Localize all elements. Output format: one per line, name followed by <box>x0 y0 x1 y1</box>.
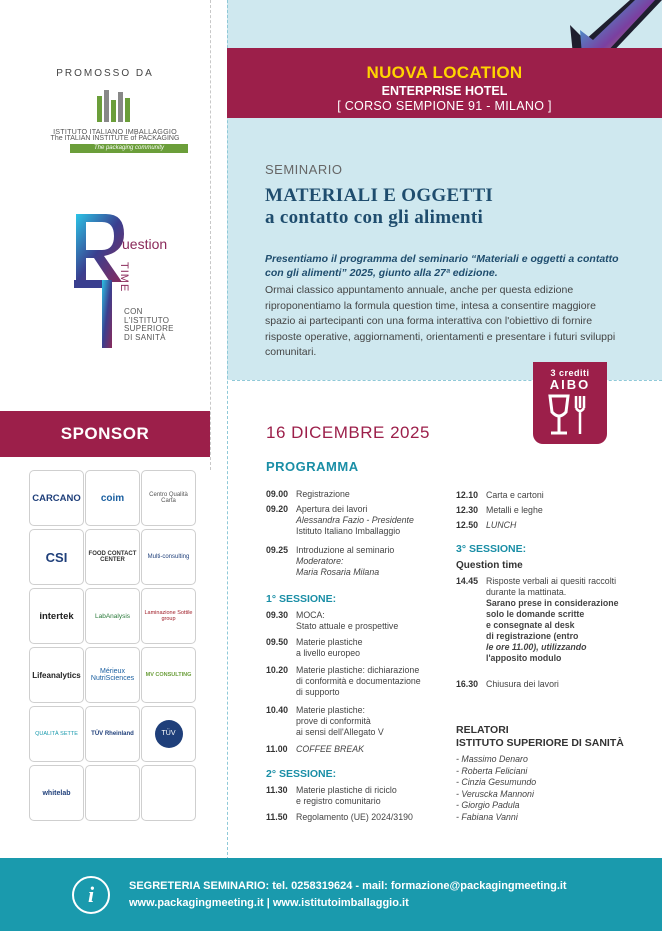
program-desc: Chiusura dei lavori <box>486 679 559 689</box>
program-time: 11.50 <box>266 812 288 822</box>
program-desc: COFFEE BREAK <box>296 744 364 754</box>
seminar-label: SEMINARIO <box>265 162 343 177</box>
program-desc: Apertura dei lavori Alessandra Fazio - Presidente Istituto Italiano Imballaggio <box>296 504 414 536</box>
session-subtitle: Question time <box>456 560 523 571</box>
sponsor-logo-qualitasette: QUALITÀ SETTE <box>29 706 84 762</box>
program-desc: Materie plastiche: prove di conformità ai sensi dell'Allegato V <box>296 705 384 737</box>
promoter-name-en: The ITALIAN INSTITUTE of PACKAGING <box>50 135 180 142</box>
new-location-banner <box>227 48 662 118</box>
program-desc: Risposte verbali ai quesiti raccolti durante la mattinata. Sarano prese in considerazione solo le domande scritte e consegnate al desk di registrazione (entro le ore 11.00), utilizzando l'apposito modulo <box>486 576 619 663</box>
sponsor-logo-coim: coim <box>85 470 140 526</box>
sponsor-logo-labanalysis: LabAnalysis <box>85 588 140 644</box>
question-word: uestion <box>122 236 168 252</box>
sponsor-logo-mvconsulting: MV CONSULTING <box>141 647 196 703</box>
seminar-intro: Ormai classico appuntamento annuale, anche per questa edizione riproponentiamo la formula question time, intesa a consentire maggiore spazio ai partecipanti con una forma interattiva con l'obiettivo di fornire risposte operative, aggiornamenti, orientamenti e presentare i futuri sviluppi comunitari. <box>265 284 616 358</box>
with-line: CON <box>124 307 143 316</box>
program-time: 10.40 <box>266 705 289 715</box>
program-desc: Materie plastiche di riciclo e registro comunitario <box>296 785 397 806</box>
sponsor-logo-csi: CSI <box>29 529 84 585</box>
divider <box>210 0 212 470</box>
session-title: 1° SESSIONE: <box>266 593 337 605</box>
promoter-label: PROMOSSO DA <box>56 68 154 79</box>
sponsor-logo-carcano: CARCANO <box>29 470 84 526</box>
program-time: 09.50 <box>266 637 289 647</box>
speaker-name: - Cinzia Gesumundo <box>456 777 537 787</box>
food-contact-icon <box>542 392 598 438</box>
speaker-name: - Massimo Denaro <box>456 754 528 764</box>
sponsor-logo-lifeanalytics: Lifeanalytics <box>29 647 84 703</box>
program-desc: Materie plastiche: dichiarazione di conformità e documentazione di supporto <box>296 665 421 697</box>
speaker-name: - Veruscka Mannoni <box>456 788 534 799</box>
program-desc: Registrazione <box>296 489 350 499</box>
iib-logo-icon <box>95 88 135 124</box>
promoter-name: ISTITUTO ITALIANO IMBALLAGGIO <box>53 127 177 136</box>
speaker-name: - Fabiana Vanni <box>456 811 518 822</box>
program-time: 11.30 <box>266 785 288 795</box>
with-iss-label <box>124 308 174 342</box>
with-line: SUPERIORE <box>124 324 174 333</box>
seminar-title-line: a contatto con gli alimenti <box>265 207 484 228</box>
venue-address: [ CORSO SEMPIONE 91 - MILANO ] <box>337 99 552 113</box>
venue-name: ENTERPRISE HOTEL <box>381 84 508 98</box>
credits-org: AIBO <box>549 377 591 392</box>
sponsor-logo-fcc: FOOD CONTACT CENTER <box>85 529 140 585</box>
session-title: 3° SESSIONE: <box>456 543 527 555</box>
website-links[interactable]: www.packagingmeeting.it | www.istitutoimballaggio.it <box>129 897 409 909</box>
program-time: 10.20 <box>266 665 289 675</box>
program-desc: Regolamento (UE) 2024/3190 <box>296 812 413 822</box>
sponsor-logo-whitelab: whitelab <box>29 765 84 821</box>
sponsor-logo-cqc: Centro Qualità Carta <box>141 470 196 526</box>
session-title: 2° SESSIONE: <box>266 768 337 780</box>
sponsor-logo-multiconsulting: Multi-consulting <box>141 529 196 585</box>
program-time: 09.30 <box>266 610 289 620</box>
credits-count: 3 crediti <box>550 368 590 378</box>
seminar-intro-bold: Presentiamo il programma del seminario “Materiali e oggetti a contatto con gli alimenti” 2025, giunto alla 27ª edizione. <box>265 253 619 279</box>
program-time: 09.00 <box>266 489 289 499</box>
seminar-title-line: MATERIALI E OGGETTI <box>265 185 494 206</box>
program-desc: MOCA: Stato attuale e prospettive <box>296 610 399 631</box>
sponsor-logo-tuv: TÜV <box>141 706 196 762</box>
program-time: 09.20 <box>266 504 289 514</box>
sponsor-title: SPONSOR <box>0 411 210 457</box>
sponsor-logo-laminazione: Laminazione Sottile group <box>141 588 196 644</box>
location-headline: NUOVA LOCATION <box>366 63 523 82</box>
credits-badge <box>533 362 607 444</box>
program-time: 12.10 <box>456 490 479 500</box>
speaker-name: - Roberta Feliciani <box>456 765 528 776</box>
program-desc: Materie plastiche a livello europeo <box>296 637 363 658</box>
secretariat-contact[interactable]: SEGRETERIA SEMINARIO: tel. 0258319624 - mail: formazione@packagingmeeting.it <box>129 880 567 892</box>
program-time: 12.50 <box>456 520 479 530</box>
seminar-title <box>265 185 493 229</box>
sponsor-slot-empty <box>141 765 196 821</box>
with-line: L'ISTITUTO <box>124 315 170 325</box>
program-title: PROGRAMMA <box>266 459 359 474</box>
program-time: 16.30 <box>456 679 479 689</box>
speakers-title: RELATORI ISTITUTO SUPERIORE DI SANITÀ <box>456 724 624 749</box>
sponsor-logo-intertek: intertek <box>29 588 84 644</box>
event-date: 16 DICEMBRE 2025 <box>266 423 430 442</box>
sponsor-logo-tuv-rheinland: TÜV Rheinland <box>85 706 140 762</box>
speaker-name: - Giorgio Padula <box>456 800 520 810</box>
speakers-list <box>456 754 536 823</box>
with-line: DI SANITÀ <box>124 332 166 342</box>
program-time: 09.25 <box>266 545 289 555</box>
sponsor-slot-empty <box>85 765 140 821</box>
time-word: TIME <box>118 262 130 293</box>
program-desc: Introduzione al seminario Moderatore: Maria Rosaria Milana <box>296 545 395 577</box>
program-desc: LUNCH <box>486 520 517 530</box>
info-icon: i <box>72 876 110 914</box>
program-desc: Metalli e leghe <box>486 505 543 515</box>
sponsor-logo-merieux: Mérieux NutriSciences <box>85 647 140 703</box>
program-desc: Carta e cartoni <box>486 490 544 500</box>
promoter-tagline: The packaging community <box>70 144 188 153</box>
program-time: 12.30 <box>456 505 479 515</box>
program-time: 11.00 <box>266 744 288 754</box>
program-time: 14.45 <box>456 576 479 586</box>
